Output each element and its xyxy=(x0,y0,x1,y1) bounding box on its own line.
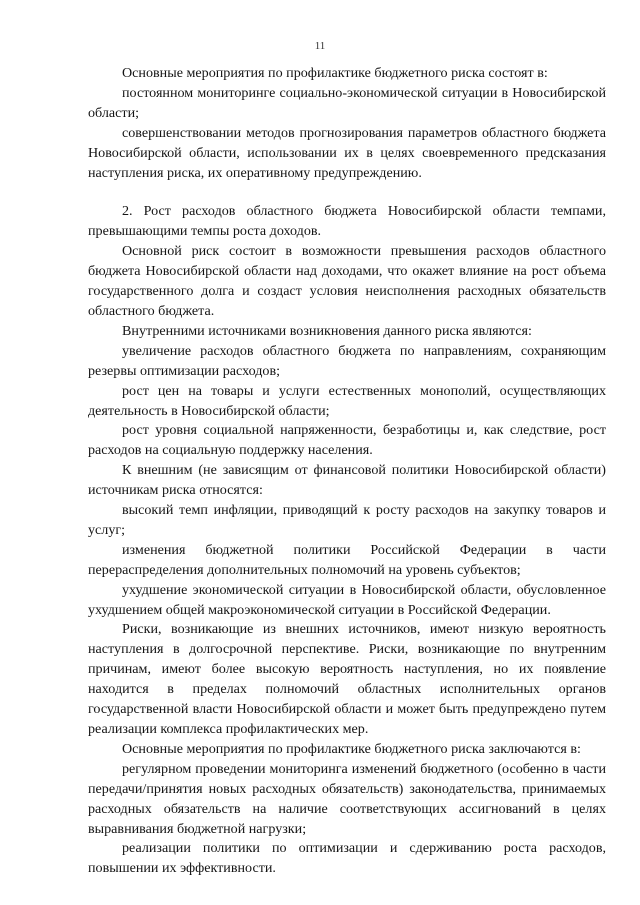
paragraph: Основной риск состоит в возможности превышения расходов областного бюджета Новосибирской области над доходами, что окажет влияние на рост объема государственного долга и создаст условия неисполнения расходных обязательств областного бюджета. xyxy=(88,243,606,319)
paragraph: Риски, возникающие из внешних источников, имеют низкую вероятность наступления в долгосрочной перспективе. Риски, возникающие по внутренним причинам, имеют более высокую вероятность наступления, но их появление находится в пределах полномочий областных исполнительных органов государственной власти Новосибирской области и может быть предупреждено путем реализации комплекса профилактических мер. xyxy=(88,621,606,737)
document-body xyxy=(88,64,606,879)
paragraph: регулярном проведении мониторинга изменений бюджетного (особенно в части передачи/принятия новых расходных обязательств) законодательства, принимаемых расходных обязательств на наличие соответствующих ассигнований в целях выравнивания бюджетной нагрузки; xyxy=(88,760,606,837)
paragraph: Внутренними источниками возникновения данного риска являются: xyxy=(122,322,532,339)
paragraph: высокий темп инфляции, приводящий к росту расходов на закупку товаров и услуг; xyxy=(88,502,606,538)
paragraph: совершенствовании методов прогнозирования параметров областного бюджета Новосибирской области, использовании их в целях своевременного предсказания наступления риска, их оперативному предупреждению. xyxy=(88,124,606,181)
paragraph: К внешним (не зависящим от финансовой политики Новосибирской области) источникам риска относятся: xyxy=(88,462,606,499)
paragraph: увеличение расходов областного бюджета по направлениям, сохраняющим резервы оптимизации расходов; xyxy=(88,342,606,379)
paragraph: изменения бюджетной политики Российской Федерации в части перераспределения дополнительных полномочий на уровень субъектов; xyxy=(88,541,606,578)
paragraph: Основные мероприятия по профилактике бюджетного риска заключаются в: xyxy=(122,740,581,757)
paragraph: Основные мероприятия по профилактике бюджетного риска состоят в: xyxy=(122,65,548,81)
paragraph: постоянном мониторинге социально-экономической ситуации в Новосибирской области; xyxy=(88,84,606,121)
page-number: 11 xyxy=(314,40,326,52)
paragraph: рост уровня социальной напряженности, безработицы и, как следствие, рост расходов на социальную поддержку населения. xyxy=(88,422,606,459)
paragraph: рост цен на товары и услуги естественных монополий, осуществляющих деятельность в Новосибирской области; xyxy=(88,382,606,419)
paragraph: ухудшение экономической ситуации в Новосибирской области, обусловленное ухудшением общей макроэкономической ситуации в Российской Федерации. xyxy=(88,581,606,618)
paragraph: реализации политики по оптимизации и сдерживанию роста расходов, повышении их эффективности. xyxy=(88,840,606,877)
section-heading: 2. Рост расходов областного бюджета Новосибирской области темпами, превышающими темпы роста доходов. xyxy=(88,203,606,240)
